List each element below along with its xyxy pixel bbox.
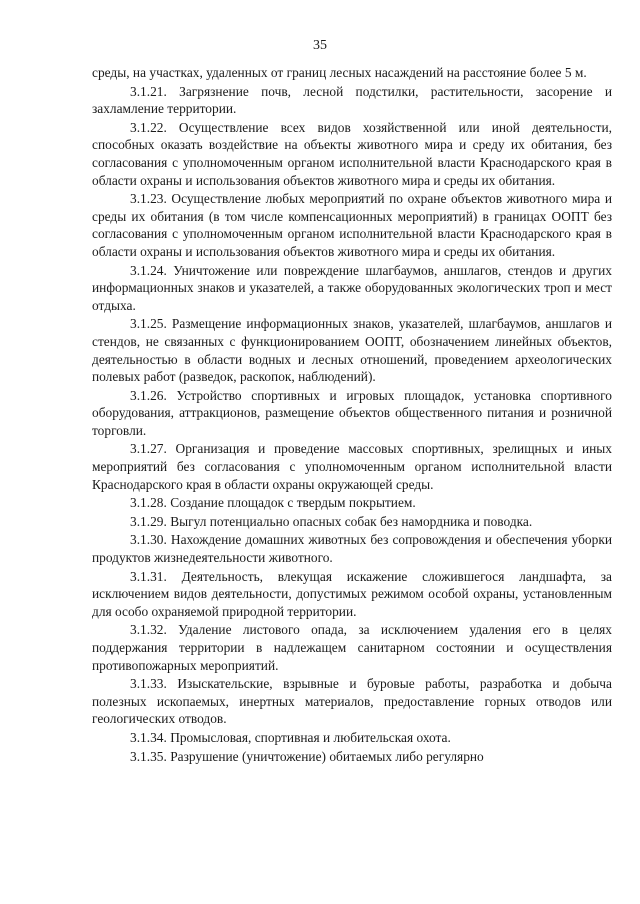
clause-number: 3.1.31.: [130, 568, 167, 584]
clause-number: 3.1.35.: [130, 748, 167, 764]
paragraph-3-1-23: [92, 190, 612, 260]
paragraph-3-1-33: [92, 675, 612, 728]
paragraph-text: Разрушение (уничтожение) обитаемых либо регулярно: [170, 748, 484, 764]
clause-number: 3.1.26.: [130, 387, 167, 403]
paragraph-text: Промысловая, спортивная и любительская охота.: [170, 729, 451, 745]
paragraph-text: среды, на участках, удаленных от границ лесных насаждений на расстояние более 5 м.: [92, 65, 587, 80]
document-body: [92, 64, 612, 765]
paragraph-3-1-29: [92, 513, 612, 531]
clause-number: 3.1.25.: [130, 316, 167, 332]
paragraph-text: Осуществление всех видов хозяйственной или иной деятельности, способных оказать воздействие на объекты животного мира и среду их обитания, без согласования с уполномоченным органом исполнительной власти Краснодарского края в области охраны и использования объектов животного мира и среды их обитания.: [92, 119, 612, 188]
paragraph-3-1-25: [92, 315, 612, 385]
paragraph-text: Устройство спортивных и игровых площадок, установка спортивного оборудования, аттракционов, размещение объектов общественного питания и розничной торговли.: [92, 387, 612, 438]
clause-number: 3.1.28.: [130, 495, 167, 511]
clause-number: 3.1.33.: [130, 676, 167, 692]
paragraph-text: Изыскательские, взрывные и буровые работы, разработка и добыча полезных ископаемых, инертных материалов, предоставление горных отводов или геологических отводов.: [92, 676, 612, 727]
paragraph-3-1-35: [92, 748, 612, 766]
paragraph-text: Выгул потенциально опасных собак без намордника и поводка.: [170, 513, 533, 529]
paragraph-3-1-22: [92, 119, 612, 189]
page-number: 35: [313, 38, 327, 53]
paragraph-text: Деятельность, влекущая искажение сложившегося ландшафта, за исключением видов деятельности, допустимых режимом особой охраны, установленным для особо охраняемой природной территории.: [92, 568, 612, 619]
paragraph-3-1-32: [92, 621, 612, 674]
clause-number: 3.1.21.: [130, 83, 167, 99]
paragraph-3-1-27: [92, 440, 612, 493]
clause-number: 3.1.23.: [130, 191, 167, 207]
paragraph-text: Размещение информационных знаков, указателей, шлагбаумов, аншлагов и стендов, не связанных с функционированием ООПТ, обозначением линейных объектов, деятельностью в области водных и лесных отношений, проведением археологических полевых работ (разведок, раскопок, наблюдений).: [92, 316, 612, 385]
paragraph-continuation: [92, 64, 612, 82]
paragraph-text: Создание площадок с твердым покрытием.: [170, 495, 416, 511]
paragraph-text: Осуществление любых мероприятий по охране объектов животного мира и среды их обитания (в том числе компенсационных мероприятий) в границах ООПТ без согласования с уполномоченным органом исполнительной власти Краснодарского края в области охраны и использования объектов животного мира и среды их обитания.: [92, 191, 612, 259]
clause-number: 3.1.32.: [130, 622, 167, 638]
paragraph-text: Нахождение домашних животных без сопровождения и обеспечения уборки продуктов жизнедеятельности животного.: [92, 532, 612, 566]
clause-number: 3.1.24.: [130, 262, 167, 278]
paragraph-text: Организация и проведение массовых спортивных, зрелищных и иных мероприятий без согласования с уполномоченным органом исполнительной власти Краснодарского края в области охраны окружающей среды.: [92, 441, 612, 492]
clause-number: 3.1.29.: [130, 513, 167, 529]
clause-number: 3.1.34.: [130, 729, 167, 745]
paragraph-3-1-24: [92, 262, 612, 315]
clause-number: 3.1.22.: [130, 119, 167, 135]
paragraph-text: Загрязнение почв, лесной подстилки, растительности, засорение и захламление территории.: [92, 83, 612, 117]
clause-number: 3.1.30.: [130, 532, 167, 548]
paragraph-3-1-21: [92, 83, 612, 118]
paragraph-text: Удаление листового опада, за исключением удаления его в целях поддержания территории в надлежащем санитарном состоянии и осуществления противопожарных мероприятий.: [92, 622, 612, 673]
paragraph-text: Уничтожение или повреждение шлагбаумов, аншлагов, стендов и других информационных знаков и указателей, а также оборудованных экологических троп и мест отдыха.: [92, 262, 612, 313]
paragraph-3-1-31: [92, 568, 612, 621]
paragraph-3-1-26: [92, 387, 612, 440]
paragraph-3-1-28: [92, 494, 612, 512]
paragraph-3-1-30: [92, 531, 612, 566]
clause-number: 3.1.27.: [130, 441, 167, 457]
paragraph-3-1-34: [92, 729, 612, 747]
